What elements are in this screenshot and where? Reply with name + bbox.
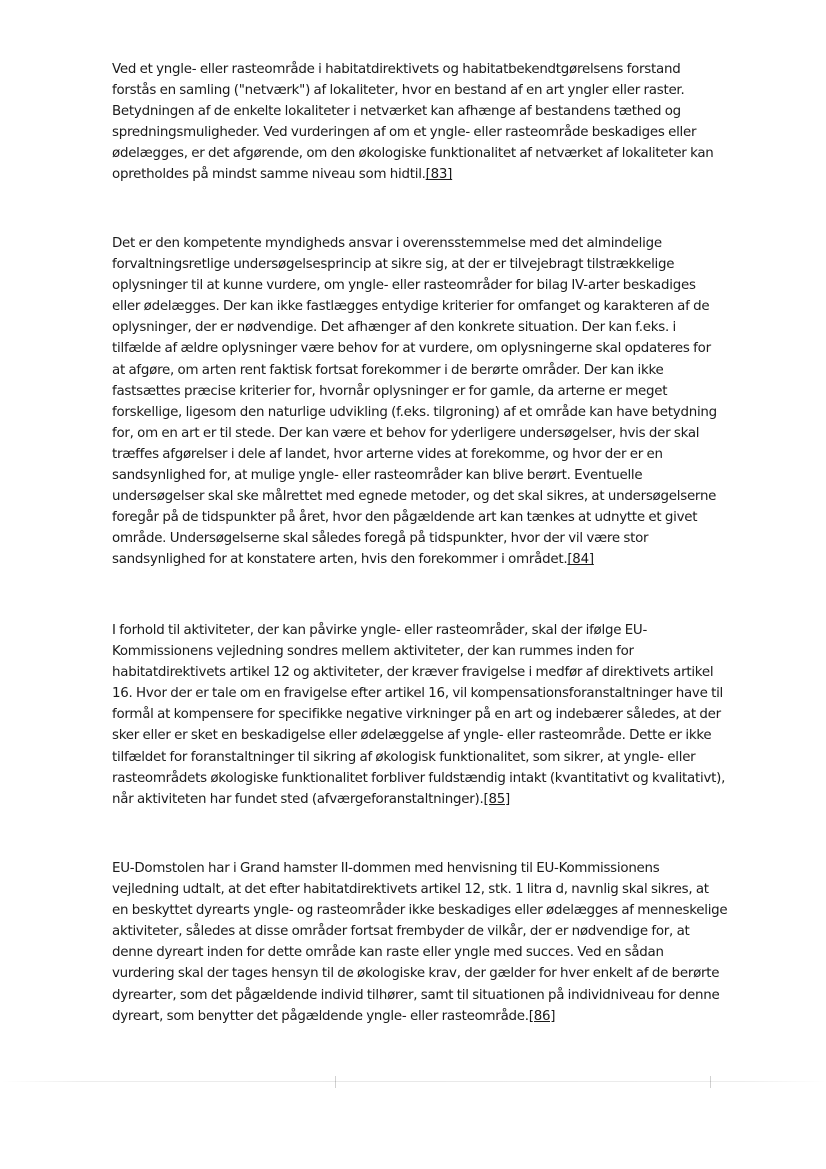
text-line: vejledning udtalt, at det efter habitatdirektivets artikel 12, stk. 1 litra d, navnlig skal sikres, at [112, 882, 709, 898]
text-line: foregår på de tidspunkter på året, hvor den pågældende art kan tænkes at udnytte et givet [112, 510, 698, 526]
text-line: for, om en art er til stede. Der kan være et behov for yderligere undersøgelser, hvis der skal [112, 425, 700, 441]
text-line: dyrearter, som det pågældende individ tilhører, samt til situationen på individniveau for denne [112, 987, 720, 1003]
text-line: når aktiviteten har fundet sted (afværgeforanstaltninger). [112, 791, 484, 807]
text-line-last [112, 549, 742, 570]
text-line: habitatdirektivets artikel 12 og aktiviteter, der kræver fravigelse i medfør af direktivets artikel [112, 665, 714, 681]
text-line: Kommissionens vejledning sondres mellem aktiviteter, der kan rummes inden for [112, 644, 634, 660]
text-line: sker eller er sket en beskadigelse eller ødelæggelse af yngle- eller rasteområde. Dette er ikke [112, 728, 712, 744]
text-line: tilfældet for foranstaltninger til sikring af økologisk funktionalitet, som sikrer, at yngle- eller [112, 749, 696, 765]
text-line: sandsynlighed for, at mulige yngle- eller rasteområder kan blive berørt. Eventuelle [112, 468, 643, 484]
text-line: oplysninger, der er nødvendige. Det afhænger af den konkrete situation. Der kan f.eks. i [112, 320, 677, 336]
text-line: EU-Domstolen har i Grand hamster II-dommen med henvisning til EU-Kommissionens [112, 861, 660, 876]
text-line: dyreart, som benytter det pågældende yngle- eller rasteområde. [112, 1008, 529, 1024]
text-line: eller ødelægges. Der kan ikke fastlægges entydige kriterier for omfanget og karakteren af de [112, 299, 710, 315]
text-line: en beskyttet dyrearts yngle- og rasteområder ikke beskadiges eller ødelægges af menneskelige [112, 903, 728, 919]
text-line: I forhold til aktiviteter, der kan påvirke yngle- eller rasteområder, skal der ifølge EU- [112, 623, 648, 638]
text-line: Ved et yngle- eller rasteområde i habitatdirektivets og habitatbekendtgørelsens forstand [112, 62, 681, 77]
text-line: sandsynlighed for at konstatere arten, hvis den forekommer i området. [112, 552, 568, 568]
text-line: aktiviteter, således at disse områder fortsat frembyder de vilkår, der er nødvendige for, at [112, 924, 690, 940]
text-line: træffes afgørelser i dele af landet, hvor arterne vides at forekomme, og hvor der er en [112, 446, 663, 462]
text-line: ødelægges, er det afgørende, om den økologiske funktionalitet af netværket af lokaliteter kan [112, 146, 714, 162]
text-line: formål at kompensere for specifikke negative virkninger på en art og indebærer således, at der [112, 707, 721, 723]
text-line: 16. Hvor der er tale om en fravigelse efter artikel 16, vil kompensationsforanstaltninger have til [112, 686, 724, 702]
text-line: opretholdes på mindst samme niveau som hidtil. [112, 167, 426, 183]
text-line: forstås en samling ("netværk") af lokaliteter, hvor en bestand af en art yngler eller raster. [112, 83, 685, 99]
text-line: rasteområdets økologiske funktionalitet forbliver fuldstændig intakt (kvantitativt og kvalitativt), [112, 770, 726, 786]
paragraph-2 [112, 233, 742, 571]
text-line: fastsættes præcise kriterier for, hvornår oplysninger er for gamle, da arterne er meget [112, 383, 668, 399]
text-line: undersøgelser skal ske målrettet med egnede metoder, og det skal sikres, at undersøgelserne [112, 489, 717, 505]
text-line: Det er den kompetente myndigheds ansvar i overensstemmelse med det almindelige [112, 236, 662, 251]
footnote-link-83[interactable]: [83] [425, 167, 453, 183]
scan-artifact-mark [710, 1076, 711, 1088]
text-line-last [112, 789, 742, 810]
footnote-link-86[interactable]: [86] [528, 1008, 556, 1024]
paragraph-4 [112, 858, 742, 1027]
scan-artifact-mark [335, 1076, 336, 1088]
text-line: denne dyreart inden for dette område kan raste eller yngle med succes. Ved en sådan [112, 945, 664, 961]
footnote-link-84[interactable]: [84] [567, 552, 594, 568]
text-line: forskellige, ligesom den naturlige udvikling (f.eks. tilgroning) af et område kan have betydning [112, 404, 717, 420]
text-line: vurdering skal der tages hensyn til de økologiske krav, der gælder for hver enkelt af de berørte [112, 966, 720, 982]
text-line: område. Undersøgelserne skal således foregå på tidspunkter, hvor der vil være stor [112, 531, 649, 547]
paragraph-1 [112, 59, 742, 186]
text-line: forvaltningsretlige undersøgelsesprincip at sikre sig, at der er tilvejebragt tilstrækkelige [112, 257, 675, 273]
footnote-link-85[interactable]: [85] [483, 791, 511, 807]
text-line: tilfælde af ældre oplysninger være behov for at vurdere, om oplysningerne skal opdateres for [112, 341, 711, 357]
text-line: Betydningen af de enkelte lokaliteter i netværket kan afhænge af bestandens tæthed og [112, 104, 681, 120]
text-line: spredningsmuligheder. Ved vurderingen af om et yngle- eller rasteområde beskadiges eller [112, 125, 697, 141]
text-line-last [112, 164, 742, 185]
text-line: at afgøre, om arten rent faktisk fortsat forekommer i de berørte områder. Der kan ikke [112, 362, 664, 378]
text-line-last [112, 1006, 742, 1027]
scan-artifact-line [0, 1081, 826, 1082]
text-line: oplysninger til at kunne vurdere, om yngle- eller rasteområder for bilag IV-arter beskadiges [112, 278, 696, 294]
paragraph-3 [112, 620, 742, 810]
